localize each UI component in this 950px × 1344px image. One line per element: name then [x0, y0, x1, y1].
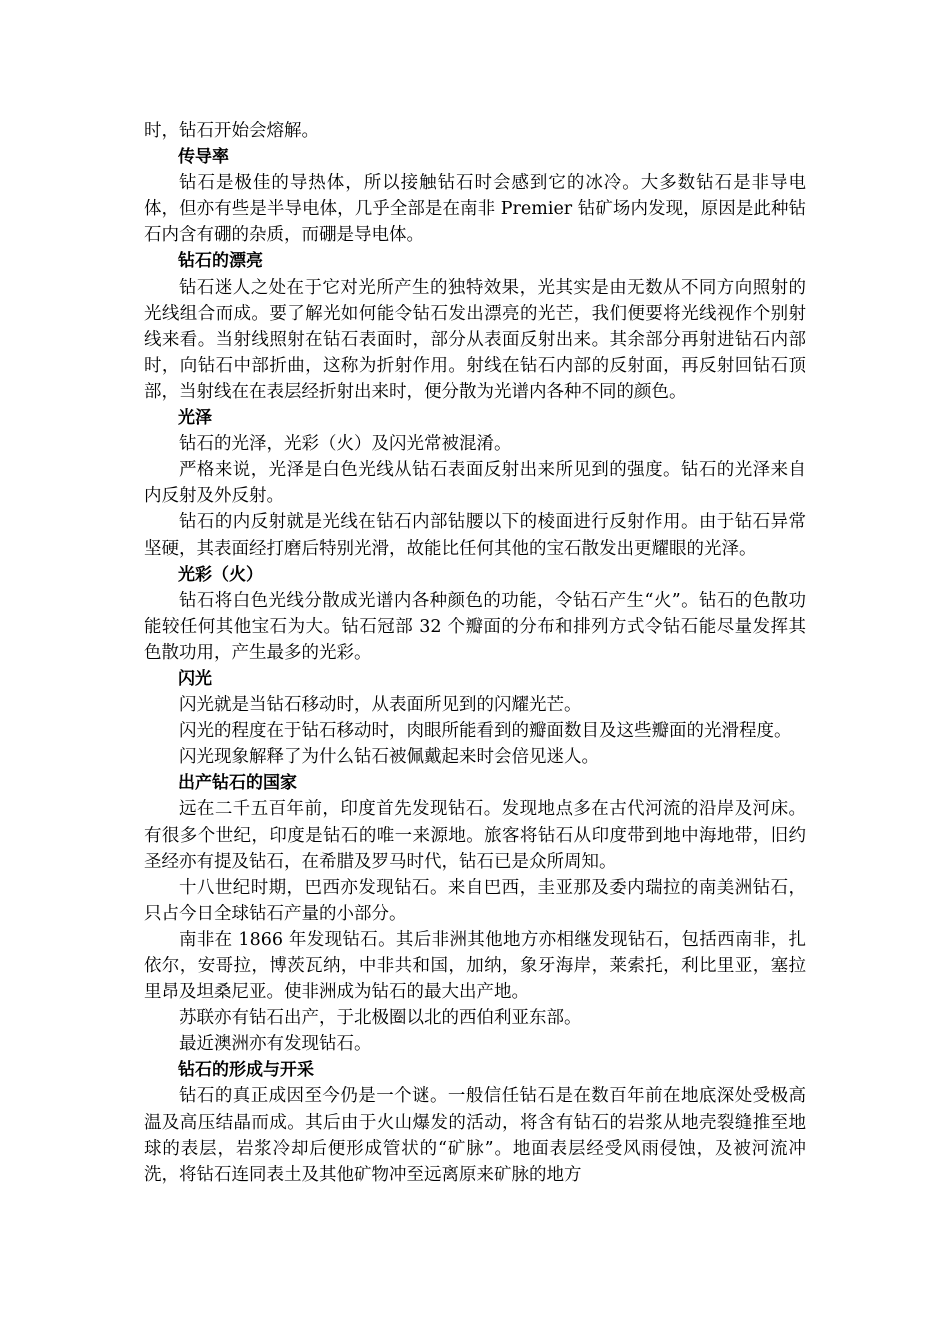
section-heading: 闪光	[178, 668, 212, 689]
paragraph: 钻石将白色光线分散成光谱内各种颜色的功能，令钻石产生“火”。钻石的色散功能较任何其他宝石为大。钻石冠部 32 个瓣面的分布和排列方式令钻石能尽量发挥其色散功用，产生最多的光彩。	[144, 590, 806, 663]
paragraph: 远在二千五百年前，印度首先发现钻石。发现地点多在古代河流的沿岸及河床。有很多个世纪，印度是钻石的唯一来源地。旅客将钻石从印度带到地中海地带，旧约圣经亦有提及钻石，在希腊及罗马时代，钻石已是众所周知。	[144, 799, 806, 872]
paragraph: 钻石的内反射就是光线在钻石内部钻腰以下的棱面进行反射作用。由于钻石异常坚硬，其表面经打磨后特别光滑，故能比任何其他的宝石散发出更耀眼的光泽。	[144, 512, 806, 559]
paragraph: 钻石是极佳的导热体，所以接触钻石时会感到它的冰冷。大多数钻石是非导电体，但亦有些是半导电体，几乎全部是在南非 Premier 钻矿场内发现，原因是此种钻石内含有硼的杂质，而硼是导电体。	[144, 173, 806, 246]
paragraph: 钻石的光泽，光彩（火）及闪光常被混淆。	[179, 434, 512, 455]
paragraph: 最近澳洲亦有发现钻石。	[179, 1034, 372, 1055]
paragraph: 严格来说，光泽是白色光线从钻石表面反射出来所见到的强度。钻石的光泽来自内反射及外反射。	[144, 460, 806, 507]
section-heading: 传导率	[178, 147, 229, 168]
section-heading: 光彩（火）	[178, 564, 263, 585]
paragraph: 十八世纪时期，巴西亦发现钻石。来自巴西，圭亚那及委内瑞拉的南美洲钻石，只占今日全球钻石产量的小部分。	[144, 877, 806, 924]
document-page	[144, 118, 806, 1188]
section-heading: 出产钻石的国家	[178, 773, 297, 794]
section-heading: 钻石的形成与开采	[178, 1060, 314, 1081]
section-heading: 钻石的漂亮	[178, 251, 263, 272]
section-heading: 光泽	[178, 408, 212, 429]
paragraph: 钻石的真正成因至今仍是一个谜。一般信任钻石是在数百年前在地底深处受极高温及高压结晶而成。其后由于火山爆发的活动，将含有钻石的岩浆从地壳裂缝推至地球的表层，岩浆冷却后便形成管状的“矿脉”。地面表层经受风雨侵蚀，及被河流冲洗，将钻石连同表土及其他矿物冲至远离原来矿脉的地方	[144, 1086, 806, 1185]
paragraph: 闪光现象解释了为什么钻石被佩戴起来时会倍见迷人。	[179, 747, 599, 768]
paragraph: 苏联亦有钻石出产，于北极圈以北的西伯利亚东部。	[179, 1008, 582, 1029]
paragraph: 南非在 1866 年发现钻石。其后非洲其他地方亦相继发现钻石，包括西南非，扎依尔，安哥拉，博茨瓦纳，中非共和国，加纳，象牙海岸，莱索托，利比里亚，塞拉里昂及坦桑尼亚。使非洲成为钻石的最大出产地。	[144, 929, 806, 1003]
paragraph: 钻石迷人之处在于它对光所产生的独特效果，光其实是由无数从不同方向照射的光线组合而成。要了解光如何能令钻石发出漂亮的光芒，我们便要将光线视作个别射线来看。当射线照射在钻石表面时，部分从表面反射出来。其余部分再射进钻石内部时，向钻石中部折曲，这称为折射作用。射线在钻石内部的反射面，再反射回钻石顶部，当射线在在表层经折射出来时，便分散为光谱内各种不同的颜色。	[144, 277, 806, 402]
paragraph: 闪光的程度在于钻石移动时，肉眼所能看到的瓣面数目及这些瓣面的光滑程度。	[179, 721, 792, 742]
paragraph: 时，钻石开始会熔解。	[144, 121, 319, 141]
paragraph: 闪光就是当钻石移动时，从表面所见到的闪耀光芒。	[179, 695, 582, 716]
